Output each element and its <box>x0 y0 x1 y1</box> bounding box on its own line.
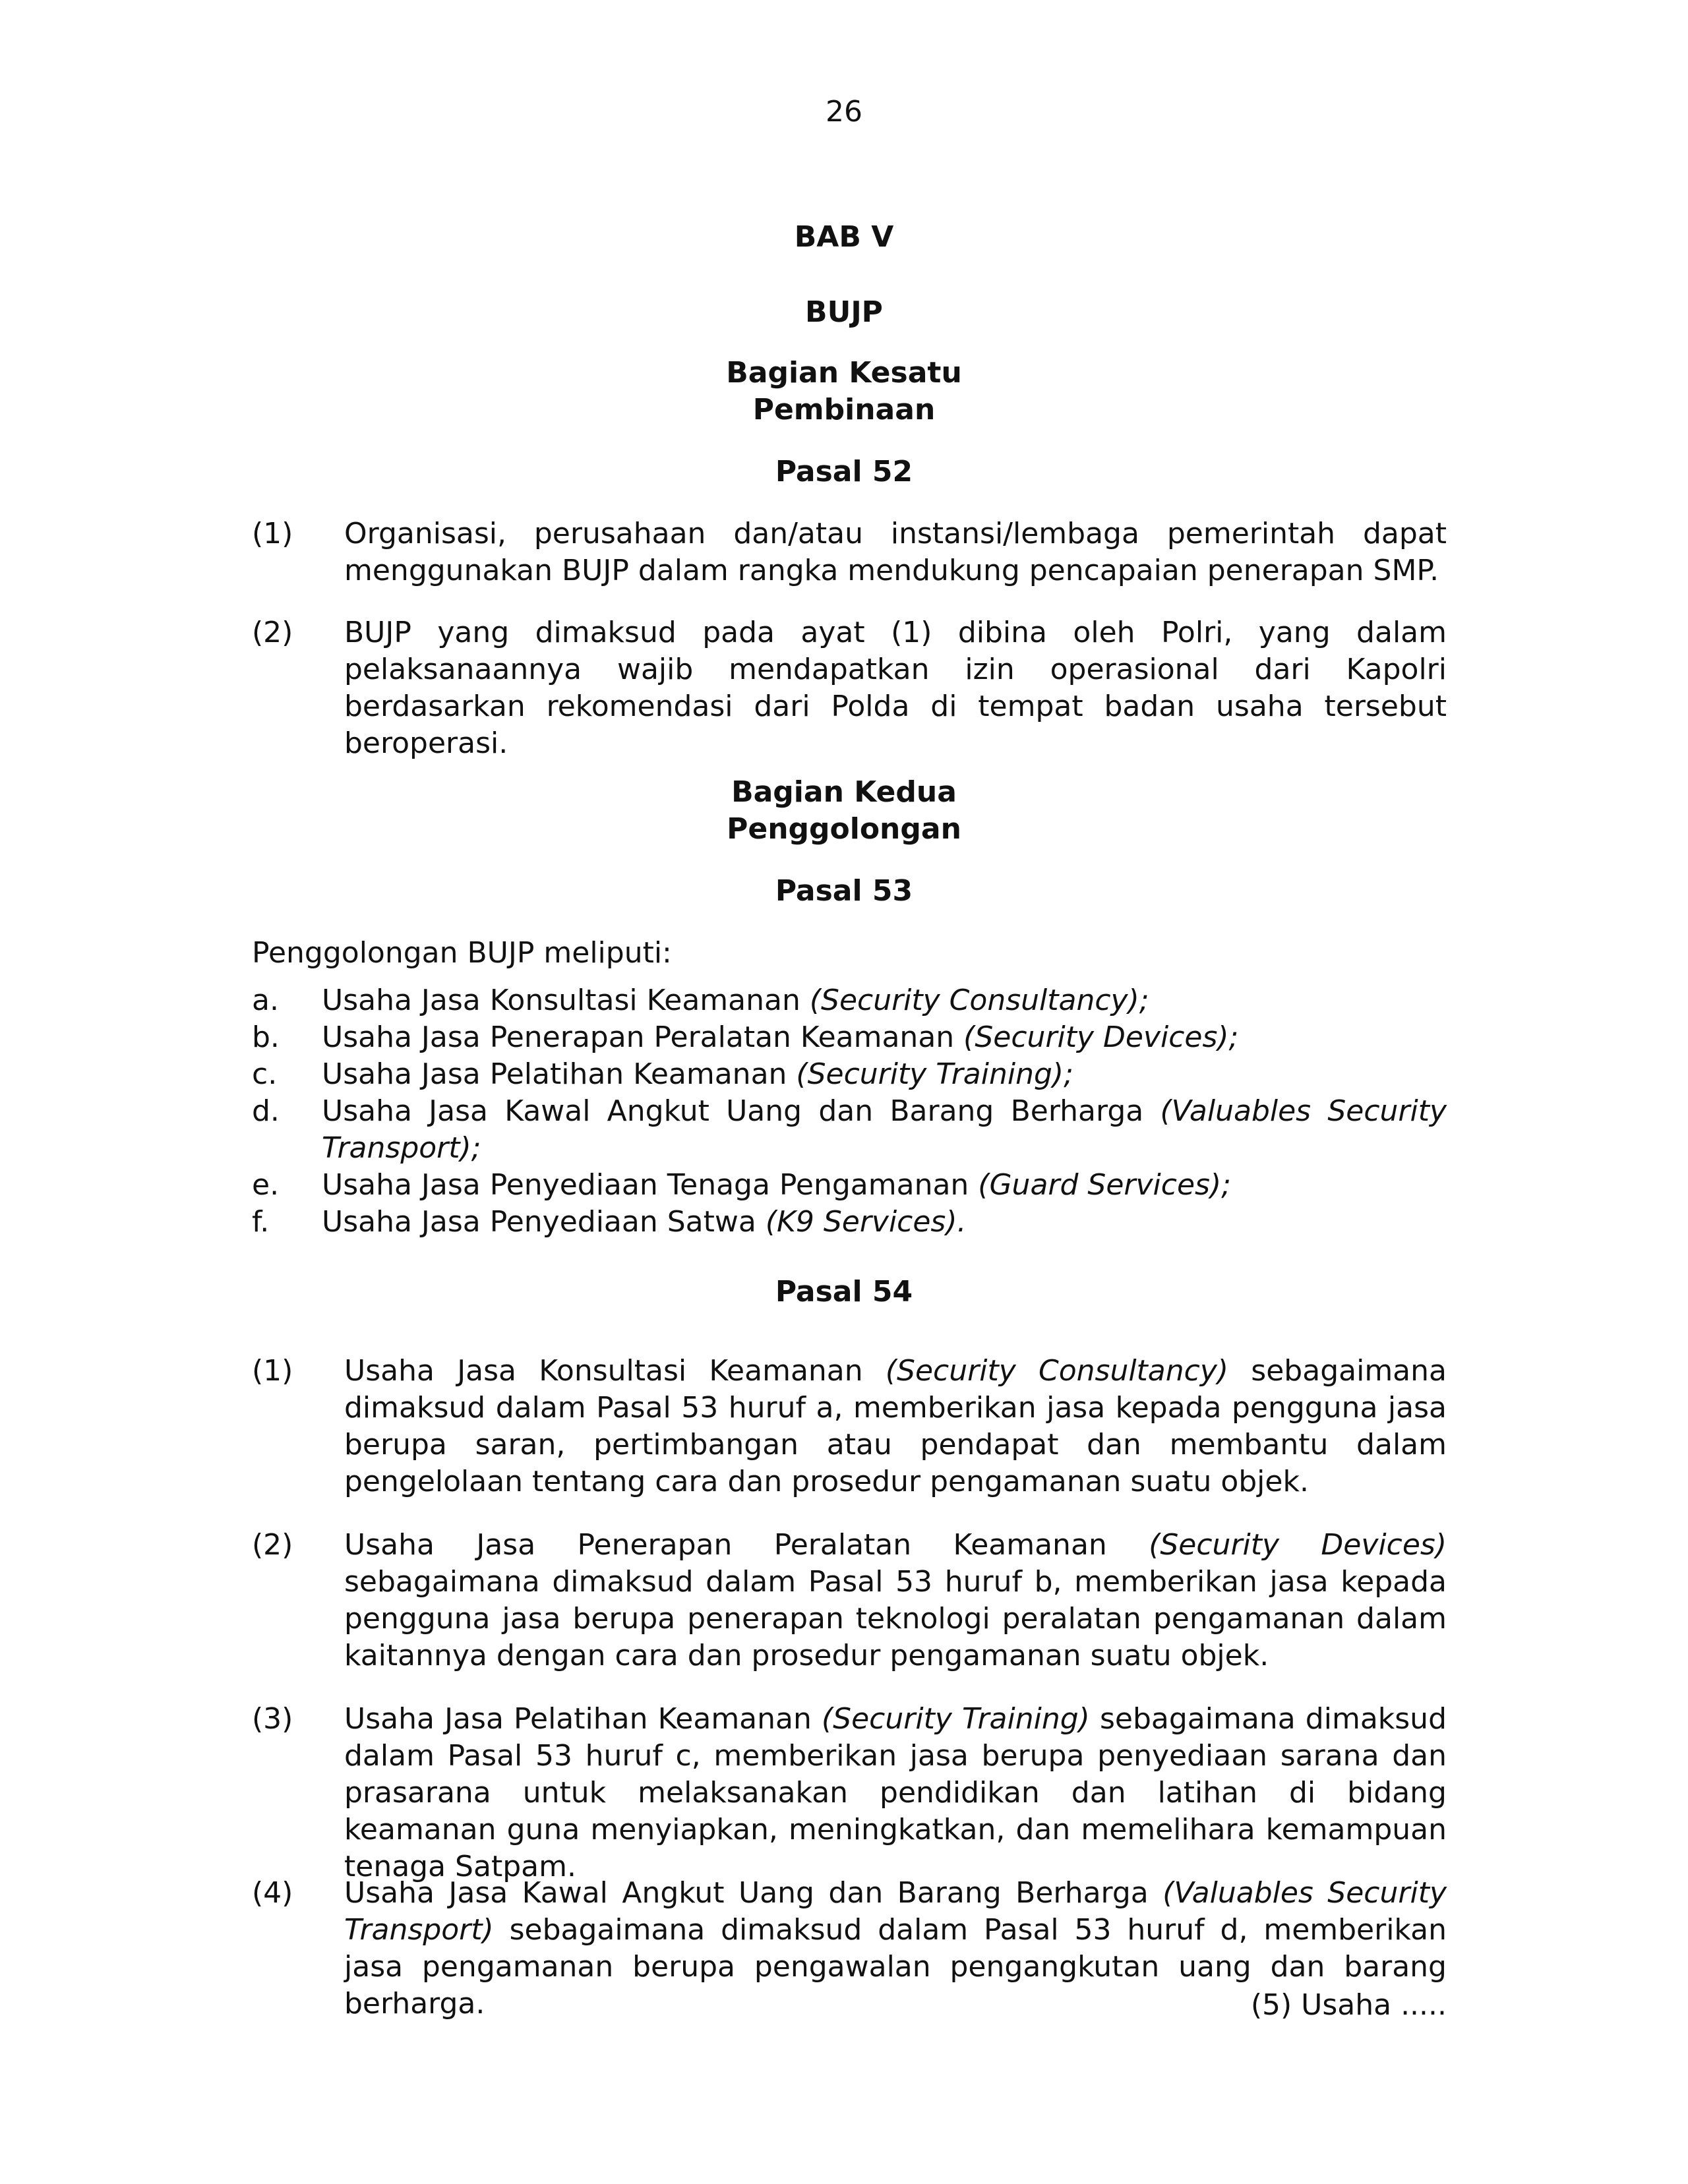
part1-title: Bagian Kesatu <box>726 356 962 390</box>
list-letter-c: c. <box>252 1057 278 1091</box>
pasal52-title: Pasal 52 <box>775 455 913 488</box>
list-letter-a: a. <box>252 984 279 1017</box>
chapter-heading: BAB V <box>794 220 894 254</box>
pasal54-item1-text: Usaha Jasa Konsultasi Keamanan (Security Consultancy) sebagaimana dimaksud dalam Pasal 53 huruf a, memberikan jasa kepada pengguna jasa berupa saran, pertimbangan atau pendapat dan membantu dalam pengelolaan tentang cara dan prosedur pengamanan suatu objek. <box>344 1354 1447 1498</box>
list-letter-e: e. <box>252 1168 280 1202</box>
pasal52-item2-num: (2) <box>252 616 293 649</box>
list-letter-d: d. <box>252 1094 280 1128</box>
pasal54-item4-num: (4) <box>252 1876 293 1910</box>
list-item-b: Usaha Jasa Penerapan Peralatan Keamanan (Security Devices); <box>322 1020 1239 1054</box>
page-number: 26 <box>826 95 862 129</box>
pasal54-item2-num: (2) <box>252 1528 293 1562</box>
list-item-d: Usaha Jasa Kawal Angkut Uang dan Barang Berharga (Valuables Security Transport); <box>322 1094 1447 1165</box>
pasal54-item4-text: Usaha Jasa Kawal Angkut Uang dan Barang Berharga (Valuables Security Transport) sebagaimana dimaksud dalam Pasal 53 huruf d, memberikan jasa pengamanan berupa pengawalan pengangkutan uang dan barang berharga. <box>344 1876 1447 2021</box>
continuation-catchword: (5) Usaha ..... <box>1250 1988 1447 2022</box>
pasal52-item1-num: (1) <box>252 517 293 550</box>
pasal52-item2-text: BUJP yang dimaksud pada ayat (1) dibina oleh Polri, yang dalam pelaksanaannya wajib mendapatkan izin operasional dari Kapolri berdasarkan rekomendasi dari Polda di tempat badan usaha tersebut beroperasi. <box>344 616 1447 760</box>
list-item-f: Usaha Jasa Penyediaan Satwa (K9 Services). <box>322 1205 967 1239</box>
list-item-a: Usaha Jasa Konsultasi Keamanan (Security Consultancy); <box>322 984 1149 1017</box>
pasal54-title: Pasal 54 <box>775 1275 913 1309</box>
list-item-e: Usaha Jasa Penyediaan Tenaga Pengamanan (Guard Services); <box>322 1168 1231 1202</box>
part2-title: Bagian Kedua <box>731 775 957 809</box>
list-letter-f: f. <box>252 1205 270 1239</box>
pasal54-item3-num: (3) <box>252 1702 293 1736</box>
part2-subtitle: Penggolongan <box>727 812 961 846</box>
chapter-title: BUJP <box>805 295 883 329</box>
pasal52-item1-text: Organisasi, perusahaan dan/atau instansi/lembaga pemerintah dapat menggunakan BUJP dalam rangka mendukung pencapaian penerapan SMP. <box>344 517 1447 587</box>
pasal54-item2-text: Usaha Jasa Penerapan Peralatan Keamanan (Security Devices) sebagaimana dimaksud dalam Pasal 53 huruf b, memberikan jasa kepada pengguna jasa berupa penerapan teknologi peralatan pengamanan dalam kaitannya dengan cara dan prosedur pengamanan suatu objek. <box>344 1528 1447 1672</box>
pasal53-intro: Penggolongan BUJP meliputi: <box>252 936 672 970</box>
part1-subtitle: Pembinaan <box>752 393 936 427</box>
list-letter-b: b. <box>252 1020 280 1054</box>
pasal54-item3-text: Usaha Jasa Pelatihan Keamanan (Security Training) sebagaimana dimaksud dalam Pasal 53 huruf c, memberikan jasa berupa penyediaan sarana dan prasarana untuk melaksanakan pendidikan dan latihan di bidang keamanan guna menyiapkan, meningkatkan, dan memelihara kemampuan tenaga Satpam. <box>344 1702 1447 1883</box>
pasal54-item1-num: (1) <box>252 1354 293 1388</box>
list-item-c: Usaha Jasa Pelatihan Keamanan (Security Training); <box>322 1057 1073 1091</box>
pasal53-title: Pasal 53 <box>775 874 913 908</box>
